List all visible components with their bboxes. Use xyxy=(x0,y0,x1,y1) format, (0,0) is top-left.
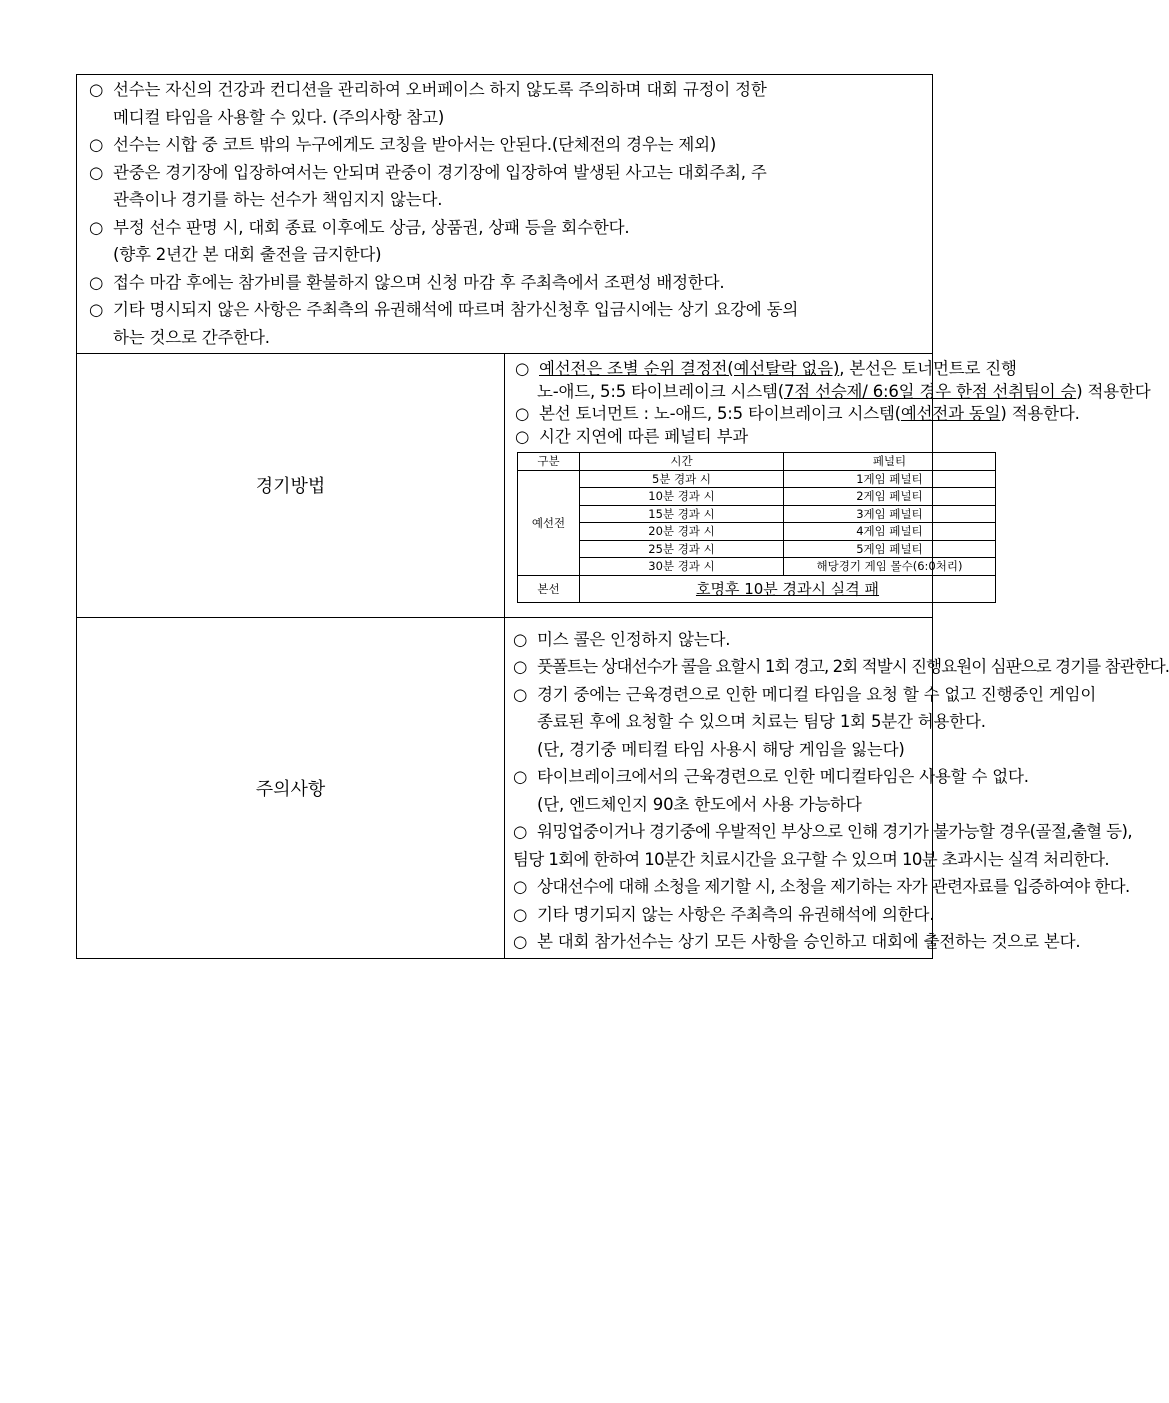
penalty-value: 5게임 페널티 xyxy=(784,540,996,558)
penalty-table xyxy=(517,452,996,603)
bullet-circle: ○ xyxy=(89,80,104,99)
penalty-time: 20분 경과 시 xyxy=(580,523,784,541)
bullet-circle: ○ xyxy=(513,904,528,924)
caution-line: ○ 풋폴트는 상대선수가 콜을 요할시 1회 경고, 2회 적발시 진행요원이 심판으로 경기를 참관한다. xyxy=(513,653,932,681)
bullet-circle: ○ xyxy=(513,657,527,676)
penalty-time: 30분 경과 시 xyxy=(580,558,784,576)
rule-line: ○ 기타 명시되지 않은 사항은 주최측의 유권해석에 따르며 참가신청후 입금시에는 상기 요강에 동의 xyxy=(77,296,932,324)
penalty-header: 시간 xyxy=(580,453,784,471)
rule-line: 관측이나 경기를 하는 선수가 책임지지 않는다. xyxy=(113,190,443,209)
penalty-time: 25분 경과 시 xyxy=(580,540,784,558)
bullet-circle: ○ xyxy=(515,404,530,423)
bullet-circle: ○ xyxy=(513,767,528,786)
caution-line: ○ 상대선수에 대해 소청을 제기할 시, 소청을 제기하는 자가 관련자료를 입증하여야 한다. xyxy=(513,873,932,901)
rule-line: ○ 선수는 자신의 건강과 컨디션을 관리하여 오버페이스 하지 않도록 주의하며 대회 규정이 정한 xyxy=(77,76,932,104)
caution-line: ○ 기타 명기되지 않는 사항은 주최측의 유권해석에 의한다. xyxy=(513,901,932,929)
method-line: ○ 예선전은 조별 순위 결정전(예선탈락 없음), 본선은 토너먼트로 진행 xyxy=(515,358,932,381)
method-label: 경기방법 xyxy=(77,354,505,618)
caution-line: ○ 본 대회 참가선수는 상기 모든 사항을 승인하고 대회에 출전하는 것으로 본다. xyxy=(513,928,932,956)
rule-line: ○ 선수는 시합 중 코트 밖의 누구에게도 코칭을 받아서는 안된다.(단체전의 경우는 제외) xyxy=(77,131,932,159)
penalty-time: 15분 경과 시 xyxy=(580,505,784,523)
penalty-value: 2게임 페널티 xyxy=(784,488,996,506)
bullet-circle: ○ xyxy=(515,426,530,446)
rule-line: ○ 부정 선수 판명 시, 대회 종료 이후에도 상금, 상품권, 상패 등을 회수한다. xyxy=(77,214,932,242)
bullet-circle: ○ xyxy=(513,684,528,704)
bullet-circle: ○ xyxy=(513,822,527,841)
rule-line: ○ 관중은 경기장에 입장하여서는 안되며 관중이 경기장에 입장하여 발생된 사고는 대회주최, 주 xyxy=(77,159,932,187)
penalty-value: 4게임 페널티 xyxy=(784,523,996,541)
penalty-value: 1게임 페널티 xyxy=(784,470,996,488)
rule-line: 메디컬 타임을 사용할 수 있다. (주의사항 참고) xyxy=(113,107,445,127)
group-main: 본선 xyxy=(518,575,580,602)
method-cell xyxy=(505,354,1151,618)
group-prelim: 예선전 xyxy=(518,470,580,575)
bullet-circle: ○ xyxy=(513,629,528,649)
penalty-value: 해당경기 게임 몰수(6:0처리) xyxy=(784,558,996,576)
caution-label: 주의사항 xyxy=(77,617,505,958)
caution-line: 종료된 후에 요청할 수 있으며 치료는 팀당 1회 5분간 허용한다. xyxy=(537,712,986,731)
general-rules-cell xyxy=(77,75,933,354)
rule-line: 하는 것으로 간주한다. xyxy=(113,327,270,347)
bullet-circle: ○ xyxy=(515,359,530,378)
rule-line: ○ 접수 마감 후에는 참가비를 환불하지 않으며 신청 마감 후 주최측에서 조편성 배정한다. xyxy=(77,269,932,297)
caution-line: (단, 경기중 메티컬 타임 사용시 해당 게임을 잃는다) xyxy=(537,739,905,759)
rules-table xyxy=(76,74,1169,959)
method-line: ○ 시간 지연에 따른 페널티 부과 xyxy=(515,426,932,449)
bullet-circle: ○ xyxy=(89,135,104,154)
method-line: 노-애드, 5:5 타이브레이크 시스템(7점 선승제/ 6:6일 경우 한점 선취팀이 승) 적용한다 xyxy=(537,381,1151,401)
caution-line: ○ 경기 중에는 근육경련으로 인한 메디컬 타임을 요청 할 수 없고 진행중인 게임이 xyxy=(513,681,932,709)
bullet-circle: ○ xyxy=(89,272,104,292)
bullet-circle: ○ xyxy=(513,932,528,951)
method-line: ○ 본선 토너먼트 : 노-애드, 5:5 타이브레이크 시스템(예선전과 동일) 적용한다. xyxy=(515,403,932,426)
penalty-header: 페널티 xyxy=(784,453,996,471)
caution-line: (단, 엔드체인지 90초 한도에서 사용 가능하다 xyxy=(537,794,862,814)
penalty-header: 구분 xyxy=(518,453,580,471)
bullet-circle: ○ xyxy=(89,300,104,319)
penalty-time: 5분 경과 시 xyxy=(580,470,784,488)
caution-line: ○ 미스 콜은 인정하지 않는다. xyxy=(513,626,932,654)
bullet-circle: ○ xyxy=(89,162,104,182)
bullet-circle: ○ xyxy=(513,877,527,896)
caution-line: ○ 워밍업중이거나 경기중에 우발적인 부상으로 인해 경기가 불가능할 경우(골절,출혈 등), xyxy=(513,818,932,846)
penalty-value: 3게임 페널티 xyxy=(784,505,996,523)
main-penalty: 호명후 10분 경과시 실격 패 xyxy=(580,575,996,602)
penalty-time: 10분 경과 시 xyxy=(580,488,784,506)
caution-line: ○ 타이브레이크에서의 근육경련으로 인한 메디컬타임은 사용할 수 없다. xyxy=(513,763,932,791)
caution-line: 팀당 1회에 한하여 10분간 치료시간을 요구할 수 있으며 10분 초과시는 실격 처리한다. xyxy=(513,849,1110,869)
bullet-circle: ○ xyxy=(89,217,104,237)
rule-line: (향후 2년간 본 대회 출전을 금지한다) xyxy=(113,245,382,264)
caution-cell xyxy=(505,617,1169,958)
